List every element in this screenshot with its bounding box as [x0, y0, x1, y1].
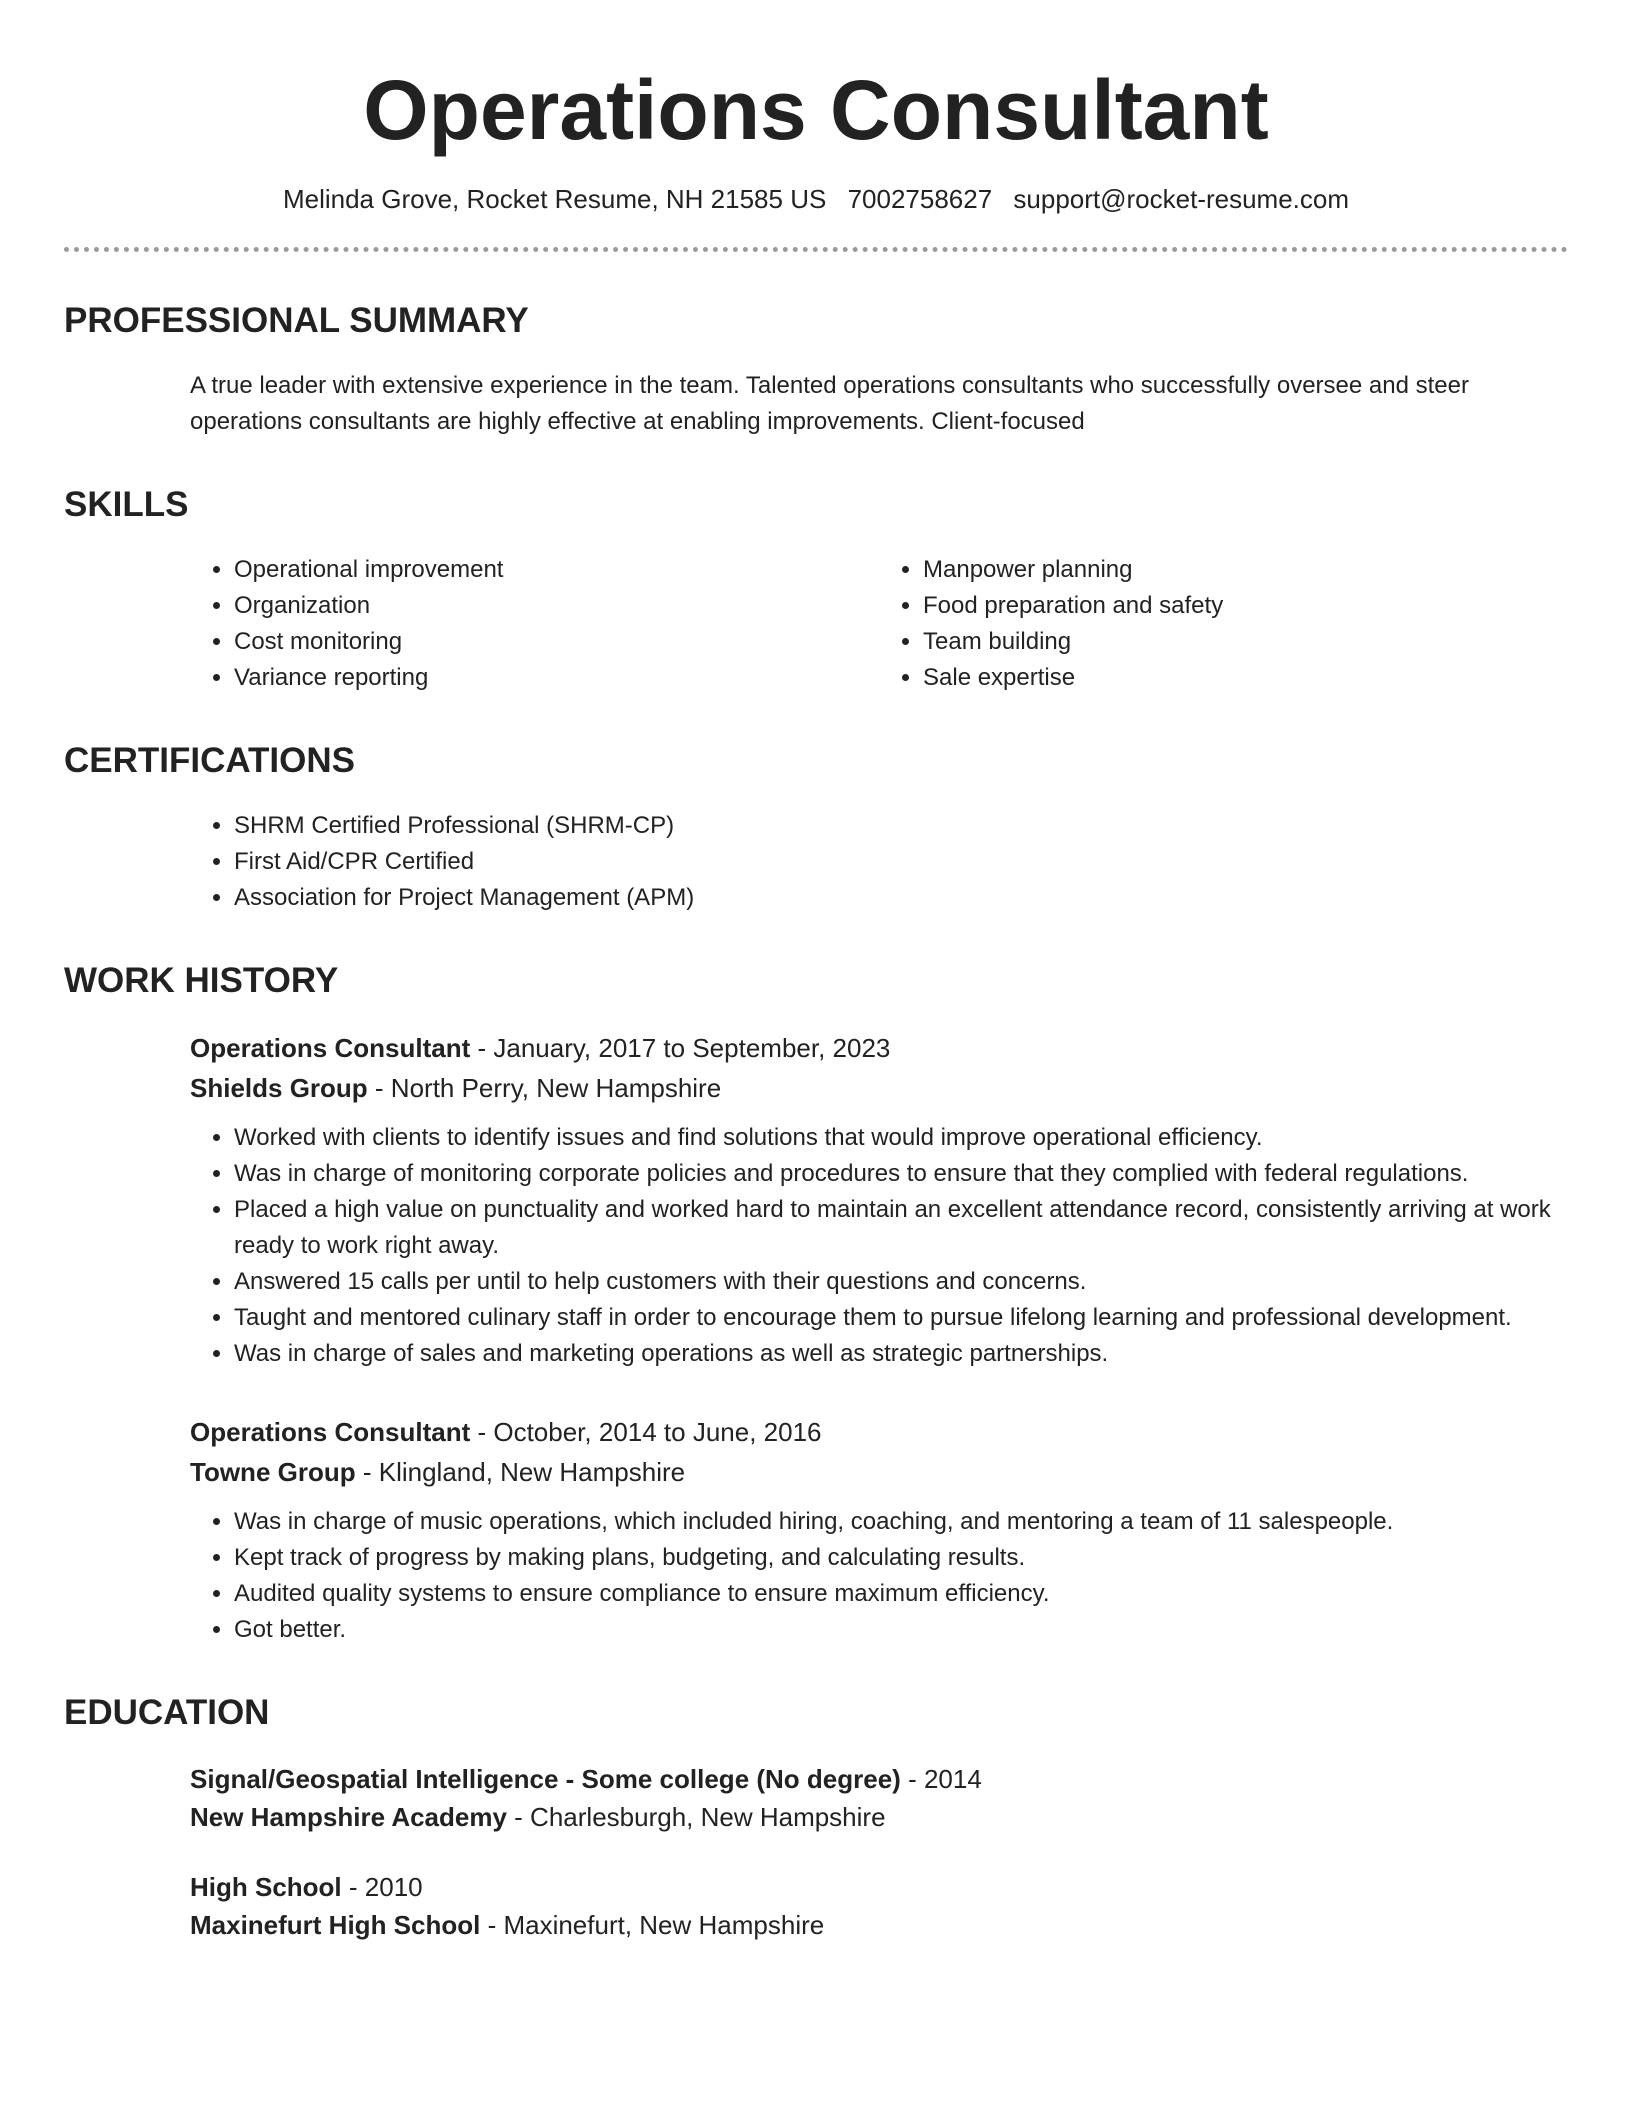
job-bullet: • Kept track of progress by making plans, budgeting, and calculating results. — [234, 1540, 1568, 1576]
skills-list-left — [190, 552, 879, 696]
job-company-line — [190, 1068, 1568, 1108]
job-location: - North Perry, New Hampshire — [367, 1073, 722, 1104]
job-role-line — [190, 1412, 1568, 1452]
job-bullet: • Placed a high value on punctuality and worked hard to maintain an excellent attendance record, consistently arriving at work ready to work right away. — [234, 1192, 1568, 1264]
education-degree: Signal/Geospatial Intelligence - Some college (No degree) — [190, 1764, 901, 1795]
skills-list-right — [879, 552, 1568, 696]
job-company-line — [190, 1452, 1568, 1492]
job-bullet: • Taught and mentored culinary staff in order to encourage them to pursue lifelong learning and professional development. — [234, 1300, 1568, 1336]
skill-item: • Variance reporting — [234, 660, 879, 696]
education-school-line — [190, 1906, 1568, 1944]
job-company: Towne Group — [190, 1457, 356, 1488]
skills-title: SKILLS — [64, 485, 189, 525]
skill-item: • Organization — [234, 588, 879, 624]
education-degree-line — [190, 1868, 1568, 1906]
education-degree: High School — [190, 1872, 342, 1903]
header-divider — [64, 247, 1568, 252]
summary-section — [64, 300, 1568, 440]
skill-item: • Manpower planning — [923, 552, 1568, 588]
job-location: - Klingland, New Hampshire — [355, 1457, 686, 1488]
education-school: New Hampshire Academy — [190, 1802, 507, 1833]
certifications-block — [190, 808, 1568, 916]
summary-title: PROFESSIONAL SUMMARY — [64, 301, 529, 341]
job-bullet: • Was in charge of sales and marketing operations as well as strategic partnerships. — [234, 1336, 1568, 1372]
education-degree-line — [190, 1760, 1568, 1798]
job-entry — [190, 1028, 1568, 1372]
resume-page — [64, 0, 1568, 1944]
job-bullet: • Got better. — [234, 1612, 1568, 1648]
job-bullet: • Audited quality systems to ensure compliance to ensure maximum efficiency. — [234, 1576, 1568, 1612]
education-school-line — [190, 1798, 1568, 1836]
skill-item: • Sale expertise — [923, 660, 1568, 696]
job-bullet: • Was in charge of music operations, which included hiring, coaching, and mentoring a team of 11 salespeople. — [234, 1504, 1568, 1540]
certification-item: • SHRM Certified Professional (SHRM-CP) — [234, 808, 1568, 844]
certification-item: • Association for Project Management (APM) — [234, 880, 1568, 916]
certifications-title: CERTIFICATIONS — [64, 741, 356, 781]
job-entry — [190, 1412, 1568, 1648]
summary-text: A true leader with extensive experience in the team. Talented operations consultants who successfully oversee and steer operations consultants are highly effective at enabling improvements. Client-focused — [190, 372, 1469, 436]
job-bullets — [190, 1504, 1568, 1648]
education-location: - Maxinefurt, New Hampshire — [480, 1910, 825, 1941]
job-role-line — [190, 1028, 1568, 1068]
contact-line — [64, 181, 1568, 217]
contact-phone: 7002758627 — [847, 183, 993, 214]
skill-item: • Team building — [923, 624, 1568, 660]
skill-item: • Cost monitoring — [234, 624, 879, 660]
education-section — [64, 1692, 1568, 1944]
education-location: - Charlesburgh, New Hampshire — [506, 1802, 886, 1833]
certifications-list — [190, 808, 1568, 916]
skill-item: • Operational improvement — [234, 552, 879, 588]
job-dates: - January, 2017 to September, 2023 — [470, 1033, 891, 1064]
work-history-section — [64, 960, 1568, 1648]
contact-address: Melinda Grove, Rocket Resume, NH 21585 US — [282, 183, 827, 214]
job-dates: - October, 2014 to June, 2016 — [470, 1417, 822, 1448]
certification-item: • First Aid/CPR Certified — [234, 844, 1568, 880]
skill-item: • Food preparation and safety — [923, 588, 1568, 624]
job-bullet: • Answered 15 calls per until to help customers with their questions and concerns. — [234, 1264, 1568, 1300]
job-role: Operations Consultant — [190, 1033, 471, 1064]
education-year: - 2010 — [341, 1872, 423, 1903]
job-bullets — [190, 1120, 1568, 1372]
job-company: Shields Group — [190, 1073, 368, 1104]
job-bullet: • Was in charge of monitoring corporate policies and procedures to ensure that they complied with federal regulations. — [234, 1156, 1568, 1192]
job-role: Operations Consultant — [190, 1417, 471, 1448]
certifications-section — [64, 740, 1568, 916]
education-entry — [190, 1760, 1568, 1836]
skills-columns — [190, 552, 1568, 696]
education-year: - 2014 — [900, 1764, 982, 1795]
resume-name: Operations Consultant — [363, 63, 1269, 157]
job-bullet: • Worked with clients to identify issues and find solutions that would improve operational efficiency. — [234, 1120, 1568, 1156]
education-school: Maxinefurt High School — [190, 1910, 481, 1941]
skills-section — [64, 484, 1568, 696]
education-entry — [190, 1868, 1568, 1944]
contact-email: support@rocket-resume.com — [1013, 183, 1350, 214]
work-history-title: WORK HISTORY — [64, 961, 339, 1001]
education-title: EDUCATION — [64, 1693, 270, 1733]
